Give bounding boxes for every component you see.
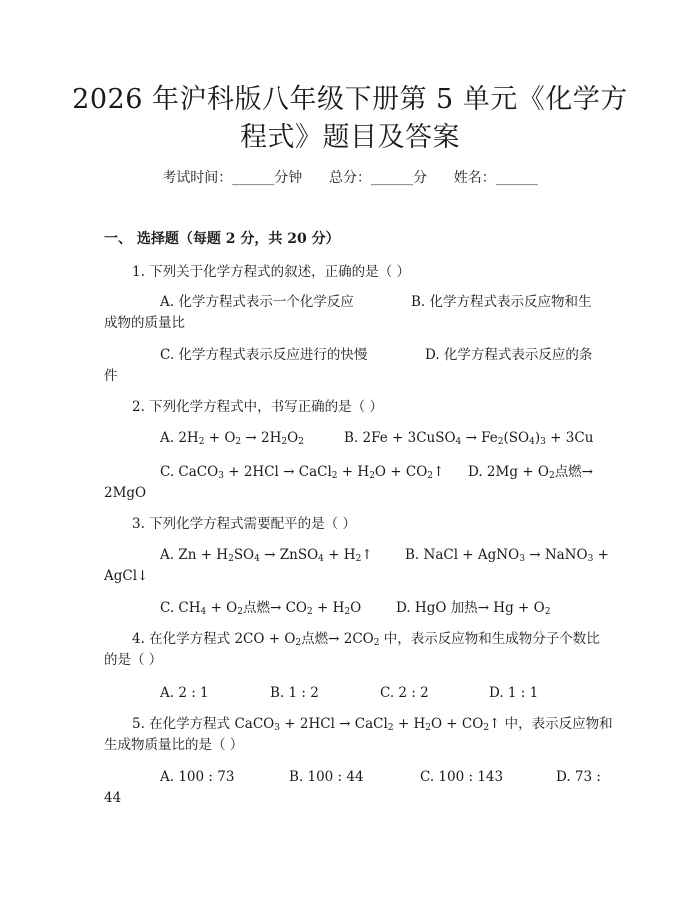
formula-text: + O bbox=[204, 430, 236, 446]
exam-time: 考试时间：______分钟 bbox=[162, 170, 303, 186]
subscript: 2 bbox=[235, 437, 242, 447]
question-4-option-d[interactable]: D. 1 : 1 bbox=[489, 685, 539, 701]
exam-meta bbox=[0, 168, 700, 188]
subscript: 2 bbox=[497, 437, 504, 447]
stem-text: + 2HCl → CaCl bbox=[279, 716, 388, 732]
subscript: 2 bbox=[331, 471, 338, 481]
formula-text: → Fe bbox=[461, 430, 498, 446]
question-2-option-b[interactable] bbox=[344, 428, 593, 448]
subscript: 2 bbox=[355, 554, 362, 564]
question-2-stem: 2. 下列化学方程式中，书写正确的是（ ） bbox=[132, 399, 383, 415]
subscript: 4 bbox=[455, 437, 462, 447]
subscript: 2 bbox=[198, 437, 205, 447]
question-1-option-b-continued: 成物的质量比 bbox=[104, 315, 185, 331]
subscript: 2 bbox=[548, 471, 555, 481]
question-5-option-c[interactable]: C. 100 : 143 bbox=[420, 769, 504, 785]
total-score: 总分：______分 bbox=[329, 170, 427, 186]
question-1-option-d[interactable]: D. 化学方程式表示反应的条 bbox=[425, 347, 593, 363]
formula-text: + H bbox=[323, 547, 356, 563]
subscript: 2 bbox=[228, 554, 234, 564]
exam-title-line-2: 程式》题目及答案 bbox=[240, 122, 460, 153]
stem-text: ↑ 中，表示反应物和 bbox=[489, 716, 613, 732]
subscript: 4 bbox=[254, 554, 260, 564]
stem-text: 中，表示反应物和生成物分子个数比 bbox=[379, 631, 600, 647]
stem-text: 5. 在化学方程式 CaCO bbox=[132, 716, 275, 732]
formula-text: (SO bbox=[503, 430, 530, 446]
question-3-option-b[interactable] bbox=[405, 545, 609, 565]
question-2-option-c[interactable] bbox=[160, 462, 444, 482]
question-3-option-b-continued: AgCl↓ bbox=[104, 568, 149, 584]
formula-text: C. CaCO bbox=[160, 464, 219, 480]
stem-text: 点燃→ 2CO bbox=[301, 631, 374, 647]
student-name: 姓名：______ bbox=[453, 170, 538, 186]
question-5-option-d[interactable]: D. 73 : bbox=[556, 769, 601, 785]
question-5-option-a[interactable]: A. 100 : 73 bbox=[160, 769, 235, 785]
formula-text: + bbox=[593, 547, 609, 563]
formula-text: + O bbox=[206, 600, 238, 616]
subscript: 2 bbox=[425, 723, 431, 733]
stem-text: 4. 在化学方程式 2CO + O bbox=[132, 631, 296, 647]
formula-text: 点燃→ bbox=[554, 464, 593, 480]
question-5-stem-continued: 生成物质量比的是（ ） bbox=[104, 737, 244, 753]
subscript: 2 bbox=[237, 607, 243, 617]
question-4-option-a[interactable]: A. 2 : 1 bbox=[160, 685, 209, 701]
question-1-option-c[interactable]: C. 化学方程式表示反应进行的快慢 bbox=[160, 347, 368, 363]
formula-text: + H bbox=[337, 464, 370, 480]
question-3-option-d[interactable] bbox=[396, 598, 550, 618]
question-3-option-c[interactable] bbox=[160, 598, 361, 618]
question-2-option-a[interactable] bbox=[160, 428, 304, 448]
formula-text: + 2HCl → CaCl bbox=[223, 464, 332, 480]
question-2-option-d[interactable] bbox=[468, 462, 593, 482]
formula-text: → ZnSO bbox=[259, 547, 319, 563]
formula-text: → 2H bbox=[241, 430, 282, 446]
formula-text: ↑ bbox=[433, 464, 445, 480]
subscript: 2 bbox=[544, 607, 551, 617]
subscript: 2 bbox=[298, 437, 304, 447]
subscript: 2 bbox=[387, 723, 394, 733]
question-3-stem: 3. 下列化学方程式需要配平的是（ ） bbox=[132, 516, 356, 532]
formula-text: + 3Cu bbox=[545, 430, 594, 446]
formula-text: O + CO bbox=[374, 464, 428, 480]
formula-text: D. 2Mg + O bbox=[468, 464, 549, 480]
question-4-stem bbox=[132, 629, 600, 649]
subscript: 3 bbox=[519, 554, 525, 564]
question-5-option-b[interactable]: B. 100 : 44 bbox=[289, 769, 364, 785]
subscript: 2 bbox=[373, 638, 380, 648]
subscript: 2 bbox=[295, 638, 302, 648]
question-2-option-d-continued: 2MgO bbox=[104, 485, 147, 501]
formula-text: SO bbox=[233, 547, 255, 563]
subscript: 3 bbox=[587, 554, 594, 564]
exam-title-line-1: 2026 年沪科版八年级下册第 5 单元《化学方 bbox=[72, 84, 628, 115]
question-4-stem-continued: 的是（ ） bbox=[104, 652, 163, 668]
formula-text: A. Zn + H bbox=[160, 547, 229, 563]
question-1-option-b[interactable]: B. 化学方程式表示反应物和生 bbox=[411, 294, 592, 310]
subscript: 2 bbox=[483, 723, 490, 733]
formula-text: ) bbox=[534, 430, 541, 446]
question-1-option-d-continued: 件 bbox=[104, 368, 118, 384]
subscript: 2 bbox=[427, 471, 434, 481]
question-1-stem: 1. 下列关于化学方程式的叙述，正确的是（ ） bbox=[132, 264, 410, 280]
formula-text: O bbox=[350, 600, 362, 616]
formula-text: O bbox=[287, 430, 299, 446]
formula-text: 点燃→ CO bbox=[242, 600, 307, 616]
subscript: 2 bbox=[281, 437, 288, 447]
formula-text: B. 2Fe + 3CuSO bbox=[344, 430, 456, 446]
subscript: 3 bbox=[274, 723, 280, 733]
section-heading-choice: 一、 选择题（每题 2 分，共 20 分） bbox=[104, 231, 340, 247]
subscript: 2 bbox=[306, 607, 313, 617]
question-4-option-c[interactable]: C. 2 : 2 bbox=[380, 685, 429, 701]
formula-text: C. CH bbox=[160, 600, 201, 616]
question-4-option-b[interactable]: B. 1 : 2 bbox=[270, 685, 319, 701]
subscript: 4 bbox=[200, 607, 207, 617]
subscript: 2 bbox=[369, 471, 375, 481]
formula-text: ↑ bbox=[361, 547, 373, 563]
subscript: 3 bbox=[540, 437, 546, 447]
formula-text: D. HgO 加热→ Hg + O bbox=[396, 600, 545, 616]
subscript: 2 bbox=[344, 607, 351, 617]
formula-text: + H bbox=[312, 600, 345, 616]
stem-text: O + CO bbox=[430, 716, 484, 732]
question-5-option-d-continued: 44 bbox=[104, 790, 122, 806]
subscript: 3 bbox=[218, 471, 224, 481]
formula-text: → NaNO bbox=[524, 547, 588, 563]
formula-text: A. 2H bbox=[160, 430, 199, 446]
subscript: 4 bbox=[529, 437, 535, 447]
formula-text: B. NaCl + AgNO bbox=[405, 547, 520, 563]
stem-text: + H bbox=[393, 716, 426, 732]
subscript: 4 bbox=[318, 554, 324, 564]
question-3-option-a[interactable] bbox=[160, 545, 373, 565]
question-1-option-a[interactable]: A. 化学方程式表示一个化学反应 bbox=[160, 294, 354, 310]
question-5-stem bbox=[132, 714, 613, 734]
